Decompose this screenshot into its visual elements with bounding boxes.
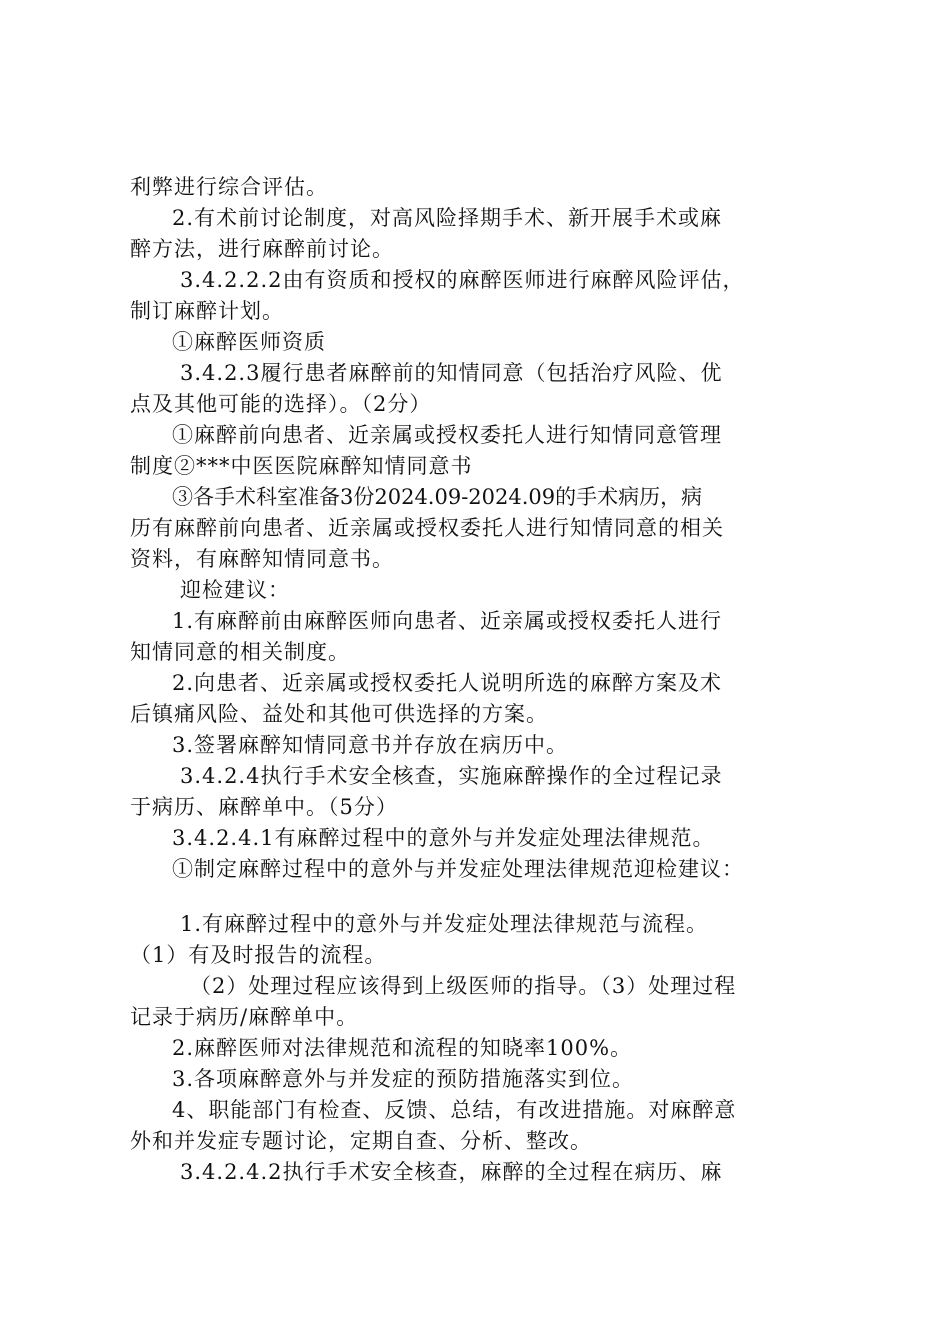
text-line: 2.向患者、近亲属或授权委托人说明所选的麻醉方案及术 <box>172 671 723 695</box>
text-line: 点及其他可能的选择）。（2分） <box>130 392 432 416</box>
text-line: （2）处理过程应该得到上级医师的指导。（3）处理过程 <box>190 974 737 998</box>
text-line: ①制定麻醉过程中的意外与并发症处理法律规范迎检建议： <box>172 857 744 881</box>
text-line: 1.有麻醉前由麻醉医师向患者、近亲属或授权委托人进行 <box>172 609 723 633</box>
text-line: 3.签署麻醉知情同意书并存放在病历中。 <box>172 733 569 757</box>
text-line: 知情同意的相关制度。 <box>130 640 350 664</box>
text-line: 醉方法，进行麻醉前讨论。 <box>130 237 394 261</box>
text-line: 1.有麻醉过程中的意外与并发症处理法律规范与流程。 <box>180 912 709 936</box>
text-line: ③各手术科室准备3份2024.09-2024.09的手术病历，病 <box>172 485 703 509</box>
text-line: 3.各项麻醉意外与并发症的预防措施落实到位。 <box>172 1067 635 1091</box>
text-line: 历有麻醉前向患者、近亲属或授权委托人进行知情同意的相关 <box>130 516 724 540</box>
blank-gap <box>130 885 840 909</box>
text-line: 制度②***中医医院麻醉知情同意书 <box>130 454 473 478</box>
text-line: 利弊进行综合评估。 <box>130 175 328 199</box>
text-line: 记录于病历/麻醉单中。 <box>130 1005 359 1029</box>
text-line: （1）有及时报告的流程。 <box>130 943 387 967</box>
text-line: ①麻醉医师资质 <box>172 330 326 354</box>
section-heading-3-4-2-4-1: 3.4.2.4.1有麻醉过程中的意外与并发症处理法律规范。 <box>172 826 715 850</box>
section-heading-3-4-2-4: 3.4.2.4执行手术安全核查，实施麻醉操作的全过程记录 <box>180 764 723 788</box>
text-line: 后镇痛风险、益处和其他可供选择的方案。 <box>130 702 548 726</box>
document-body <box>130 172 840 1188</box>
section-heading-3-4-2-2-2: 3.4.2.2.2由有资质和授权的麻醉医师进行麻醉风险评估， <box>180 268 745 292</box>
subheading-inspection-advice: 迎检建议： <box>180 578 290 602</box>
text-line: 2.麻醉医师对法律规范和流程的知晓率100%。 <box>172 1036 633 1060</box>
text-line: 制订麻醉计划。 <box>130 299 284 323</box>
text-line: 外和并发症专题讨论，定期自查、分析、整改。 <box>130 1129 592 1153</box>
section-heading-3-4-2-4-2: 3.4.2.4.2执行手术安全核查，麻醉的全过程在病历、麻 <box>180 1160 723 1184</box>
text-line: 资料，有麻醉知情同意书。 <box>130 547 394 571</box>
text-line: 4、职能部门有检查、反馈、总结，有改进措施。对麻醉意 <box>172 1098 737 1122</box>
text-line: 2.有术前讨论制度，对高风险择期手术、新开展手术或麻 <box>172 206 723 230</box>
text-line: ①麻醉前向患者、近亲属或授权委托人进行知情同意管理 <box>172 423 722 447</box>
text-line: 于病历、麻醉单中。（5分） <box>130 795 398 819</box>
section-heading-3-4-2-3: 3.4.2.3履行患者麻醉前的知情同意（包括治疗风险、优 <box>180 361 723 385</box>
